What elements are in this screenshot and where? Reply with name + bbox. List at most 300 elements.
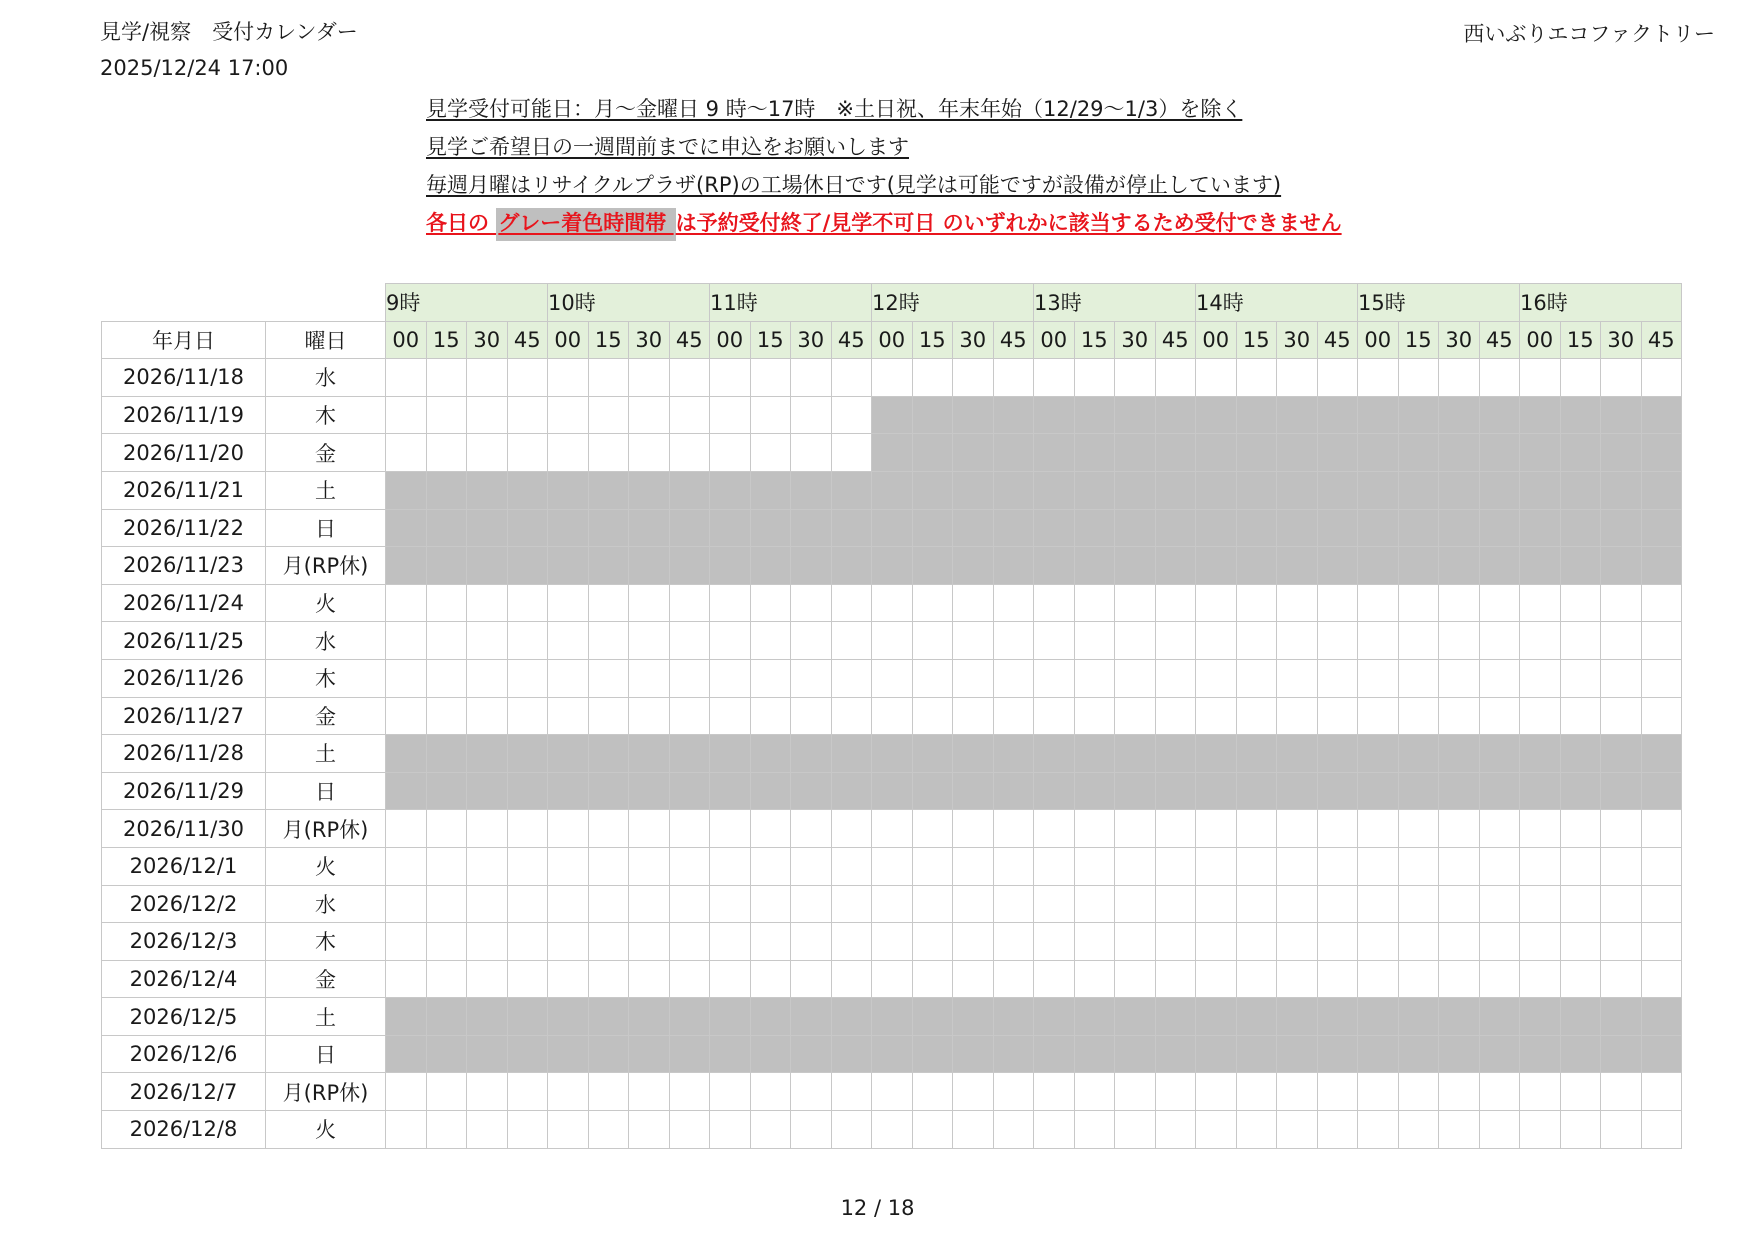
time-slot-open[interactable] — [710, 1111, 751, 1149]
time-slot-open[interactable] — [629, 434, 670, 472]
time-slot-open[interactable] — [1439, 810, 1480, 848]
time-slot-open[interactable] — [669, 434, 710, 472]
time-slot-open[interactable] — [710, 1073, 751, 1111]
time-slot-open[interactable] — [1560, 1073, 1601, 1111]
time-slot-open[interactable] — [1155, 1111, 1196, 1149]
time-slot-open[interactable] — [953, 697, 994, 735]
time-slot-open[interactable] — [386, 1073, 427, 1111]
time-slot-open[interactable] — [1155, 923, 1196, 961]
time-slot-open[interactable] — [1074, 1111, 1115, 1149]
time-slot-open[interactable] — [1520, 885, 1561, 923]
time-slot-open[interactable] — [1196, 359, 1237, 397]
time-slot-open[interactable] — [507, 622, 548, 660]
time-slot-open[interactable] — [1196, 697, 1237, 735]
time-slot-open[interactable] — [993, 584, 1034, 622]
time-slot-open[interactable] — [912, 847, 953, 885]
time-slot-open[interactable] — [1115, 697, 1156, 735]
time-slot-open[interactable] — [1358, 659, 1399, 697]
time-slot-open[interactable] — [467, 359, 508, 397]
time-slot-open[interactable] — [872, 359, 913, 397]
time-slot-open[interactable] — [548, 622, 589, 660]
time-slot-open[interactable] — [669, 810, 710, 848]
time-slot-open[interactable] — [1358, 697, 1399, 735]
time-slot-open[interactable] — [1277, 960, 1318, 998]
time-slot-open[interactable] — [953, 885, 994, 923]
time-slot-open[interactable] — [588, 434, 629, 472]
time-slot-open[interactable] — [791, 659, 832, 697]
time-slot-open[interactable] — [1277, 810, 1318, 848]
time-slot-open[interactable] — [1155, 584, 1196, 622]
time-slot-open[interactable] — [1236, 1073, 1277, 1111]
time-slot-open[interactable] — [1115, 960, 1156, 998]
time-slot-open[interactable] — [1560, 697, 1601, 735]
time-slot-open[interactable] — [426, 434, 467, 472]
time-slot-open[interactable] — [791, 1073, 832, 1111]
time-slot-open[interactable] — [669, 659, 710, 697]
time-slot-open[interactable] — [1236, 923, 1277, 961]
time-slot-open[interactable] — [507, 810, 548, 848]
time-slot-open[interactable] — [1358, 1073, 1399, 1111]
time-slot-open[interactable] — [1398, 659, 1439, 697]
time-slot-open[interactable] — [548, 923, 589, 961]
time-slot-open[interactable] — [1034, 659, 1075, 697]
time-slot-open[interactable] — [1641, 659, 1682, 697]
time-slot-open[interactable] — [791, 885, 832, 923]
time-slot-open[interactable] — [507, 359, 548, 397]
time-slot-open[interactable] — [912, 1111, 953, 1149]
time-slot-open[interactable] — [1601, 923, 1642, 961]
time-slot-open[interactable] — [1439, 697, 1480, 735]
time-slot-open[interactable] — [1236, 847, 1277, 885]
time-slot-open[interactable] — [1601, 960, 1642, 998]
time-slot-open[interactable] — [750, 885, 791, 923]
time-slot-open[interactable] — [1155, 810, 1196, 848]
time-slot-open[interactable] — [467, 885, 508, 923]
time-slot-open[interactable] — [1641, 847, 1682, 885]
time-slot-open[interactable] — [791, 697, 832, 735]
time-slot-open[interactable] — [1155, 885, 1196, 923]
time-slot-open[interactable] — [507, 434, 548, 472]
time-slot-open[interactable] — [1601, 622, 1642, 660]
time-slot-open[interactable] — [710, 847, 751, 885]
time-slot-open[interactable] — [710, 622, 751, 660]
time-slot-open[interactable] — [1601, 847, 1642, 885]
time-slot-open[interactable] — [426, 810, 467, 848]
time-slot-open[interactable] — [1236, 1111, 1277, 1149]
time-slot-open[interactable] — [1074, 659, 1115, 697]
time-slot-open[interactable] — [1236, 659, 1277, 697]
time-slot-open[interactable] — [953, 622, 994, 660]
time-slot-open[interactable] — [1520, 960, 1561, 998]
time-slot-open[interactable] — [831, 697, 872, 735]
time-slot-open[interactable] — [1520, 622, 1561, 660]
time-slot-open[interactable] — [1196, 847, 1237, 885]
time-slot-open[interactable] — [791, 847, 832, 885]
time-slot-open[interactable] — [669, 885, 710, 923]
time-slot-open[interactable] — [426, 697, 467, 735]
time-slot-open[interactable] — [1641, 622, 1682, 660]
time-slot-open[interactable] — [386, 396, 427, 434]
time-slot-open[interactable] — [750, 434, 791, 472]
time-slot-open[interactable] — [1115, 622, 1156, 660]
time-slot-open[interactable] — [1520, 847, 1561, 885]
time-slot-open[interactable] — [831, 810, 872, 848]
time-slot-open[interactable] — [1155, 622, 1196, 660]
time-slot-open[interactable] — [1317, 1111, 1358, 1149]
time-slot-open[interactable] — [750, 960, 791, 998]
time-slot-open[interactable] — [467, 396, 508, 434]
time-slot-open[interactable] — [710, 359, 751, 397]
time-slot-open[interactable] — [912, 584, 953, 622]
time-slot-open[interactable] — [750, 396, 791, 434]
time-slot-open[interactable] — [1439, 659, 1480, 697]
time-slot-open[interactable] — [1479, 847, 1520, 885]
time-slot-open[interactable] — [426, 923, 467, 961]
time-slot-open[interactable] — [1317, 697, 1358, 735]
time-slot-open[interactable] — [588, 697, 629, 735]
time-slot-open[interactable] — [953, 1111, 994, 1149]
time-slot-open[interactable] — [993, 359, 1034, 397]
time-slot-open[interactable] — [1317, 1073, 1358, 1111]
time-slot-open[interactable] — [467, 1073, 508, 1111]
time-slot-open[interactable] — [831, 659, 872, 697]
time-slot-open[interactable] — [467, 1111, 508, 1149]
time-slot-open[interactable] — [426, 960, 467, 998]
time-slot-open[interactable] — [548, 1073, 589, 1111]
time-slot-open[interactable] — [1074, 923, 1115, 961]
time-slot-open[interactable] — [669, 1073, 710, 1111]
time-slot-open[interactable] — [1155, 659, 1196, 697]
time-slot-open[interactable] — [750, 1111, 791, 1149]
time-slot-open[interactable] — [1479, 584, 1520, 622]
time-slot-open[interactable] — [1560, 810, 1601, 848]
time-slot-open[interactable] — [386, 659, 427, 697]
time-slot-open[interactable] — [1115, 584, 1156, 622]
time-slot-open[interactable] — [1439, 923, 1480, 961]
time-slot-open[interactable] — [1520, 359, 1561, 397]
time-slot-open[interactable] — [1358, 622, 1399, 660]
time-slot-open[interactable] — [872, 659, 913, 697]
time-slot-open[interactable] — [1236, 810, 1277, 848]
time-slot-open[interactable] — [1034, 1073, 1075, 1111]
time-slot-open[interactable] — [831, 923, 872, 961]
time-slot-open[interactable] — [710, 960, 751, 998]
time-slot-open[interactable] — [1277, 923, 1318, 961]
time-slot-open[interactable] — [872, 810, 913, 848]
time-slot-open[interactable] — [872, 960, 913, 998]
time-slot-open[interactable] — [1398, 960, 1439, 998]
time-slot-open[interactable] — [1236, 622, 1277, 660]
time-slot-open[interactable] — [831, 885, 872, 923]
time-slot-open[interactable] — [669, 359, 710, 397]
time-slot-open[interactable] — [1560, 659, 1601, 697]
time-slot-open[interactable] — [386, 1111, 427, 1149]
time-slot-open[interactable] — [548, 359, 589, 397]
time-slot-open[interactable] — [953, 923, 994, 961]
time-slot-open[interactable] — [872, 1073, 913, 1111]
time-slot-open[interactable] — [1034, 1111, 1075, 1149]
time-slot-open[interactable] — [1155, 847, 1196, 885]
time-slot-open[interactable] — [1074, 847, 1115, 885]
time-slot-open[interactable] — [1115, 659, 1156, 697]
time-slot-open[interactable] — [1236, 584, 1277, 622]
time-slot-open[interactable] — [629, 697, 670, 735]
time-slot-open[interactable] — [912, 923, 953, 961]
time-slot-open[interactable] — [426, 396, 467, 434]
time-slot-open[interactable] — [1074, 697, 1115, 735]
time-slot-open[interactable] — [1074, 1073, 1115, 1111]
time-slot-open[interactable] — [426, 622, 467, 660]
time-slot-open[interactable] — [1560, 1111, 1601, 1149]
time-slot-open[interactable] — [1601, 584, 1642, 622]
time-slot-open[interactable] — [386, 622, 427, 660]
time-slot-open[interactable] — [1479, 697, 1520, 735]
time-slot-open[interactable] — [791, 810, 832, 848]
time-slot-open[interactable] — [831, 960, 872, 998]
time-slot-open[interactable] — [467, 434, 508, 472]
time-slot-open[interactable] — [1277, 1073, 1318, 1111]
time-slot-open[interactable] — [1560, 885, 1601, 923]
time-slot-open[interactable] — [1398, 810, 1439, 848]
time-slot-open[interactable] — [1196, 1111, 1237, 1149]
time-slot-open[interactable] — [1277, 885, 1318, 923]
time-slot-open[interactable] — [912, 810, 953, 848]
time-slot-open[interactable] — [629, 960, 670, 998]
time-slot-open[interactable] — [1074, 810, 1115, 848]
time-slot-open[interactable] — [1479, 810, 1520, 848]
time-slot-open[interactable] — [1358, 1111, 1399, 1149]
time-slot-open[interactable] — [831, 584, 872, 622]
time-slot-open[interactable] — [1358, 923, 1399, 961]
time-slot-open[interactable] — [1479, 1111, 1520, 1149]
time-slot-open[interactable] — [426, 885, 467, 923]
time-slot-open[interactable] — [1601, 697, 1642, 735]
time-slot-open[interactable] — [1074, 885, 1115, 923]
time-slot-open[interactable] — [1641, 697, 1682, 735]
time-slot-open[interactable] — [1439, 1073, 1480, 1111]
time-slot-open[interactable] — [1236, 885, 1277, 923]
time-slot-open[interactable] — [588, 359, 629, 397]
time-slot-open[interactable] — [548, 697, 589, 735]
time-slot-open[interactable] — [507, 697, 548, 735]
time-slot-open[interactable] — [1439, 584, 1480, 622]
time-slot-open[interactable] — [669, 960, 710, 998]
time-slot-open[interactable] — [1560, 622, 1601, 660]
time-slot-open[interactable] — [1641, 810, 1682, 848]
time-slot-open[interactable] — [791, 359, 832, 397]
time-slot-open[interactable] — [912, 359, 953, 397]
time-slot-open[interactable] — [1398, 1073, 1439, 1111]
time-slot-open[interactable] — [791, 1111, 832, 1149]
time-slot-open[interactable] — [791, 960, 832, 998]
time-slot-open[interactable] — [993, 697, 1034, 735]
time-slot-open[interactable] — [750, 359, 791, 397]
time-slot-open[interactable] — [1277, 359, 1318, 397]
time-slot-open[interactable] — [1439, 960, 1480, 998]
time-slot-open[interactable] — [1196, 622, 1237, 660]
time-slot-open[interactable] — [629, 396, 670, 434]
time-slot-open[interactable] — [629, 1111, 670, 1149]
time-slot-open[interactable] — [467, 960, 508, 998]
time-slot-open[interactable] — [669, 1111, 710, 1149]
time-slot-open[interactable] — [548, 847, 589, 885]
time-slot-open[interactable] — [1398, 622, 1439, 660]
time-slot-open[interactable] — [993, 810, 1034, 848]
time-slot-open[interactable] — [1479, 923, 1520, 961]
time-slot-open[interactable] — [1641, 1073, 1682, 1111]
time-slot-open[interactable] — [1034, 697, 1075, 735]
time-slot-open[interactable] — [1277, 847, 1318, 885]
time-slot-open[interactable] — [629, 885, 670, 923]
time-slot-open[interactable] — [1317, 960, 1358, 998]
time-slot-open[interactable] — [629, 584, 670, 622]
time-slot-open[interactable] — [1074, 622, 1115, 660]
time-slot-open[interactable] — [710, 810, 751, 848]
time-slot-open[interactable] — [548, 960, 589, 998]
time-slot-open[interactable] — [507, 923, 548, 961]
time-slot-open[interactable] — [1520, 810, 1561, 848]
time-slot-open[interactable] — [1115, 885, 1156, 923]
time-slot-open[interactable] — [1560, 847, 1601, 885]
time-slot-open[interactable] — [669, 622, 710, 660]
time-slot-open[interactable] — [548, 659, 589, 697]
time-slot-open[interactable] — [1277, 622, 1318, 660]
time-slot-open[interactable] — [1560, 359, 1601, 397]
time-slot-open[interactable] — [629, 622, 670, 660]
time-slot-open[interactable] — [629, 923, 670, 961]
time-slot-open[interactable] — [1115, 1073, 1156, 1111]
time-slot-open[interactable] — [710, 434, 751, 472]
time-slot-open[interactable] — [548, 584, 589, 622]
time-slot-open[interactable] — [750, 847, 791, 885]
time-slot-open[interactable] — [1236, 359, 1277, 397]
time-slot-open[interactable] — [467, 659, 508, 697]
time-slot-open[interactable] — [1520, 659, 1561, 697]
time-slot-open[interactable] — [467, 622, 508, 660]
time-slot-open[interactable] — [629, 359, 670, 397]
time-slot-open[interactable] — [588, 960, 629, 998]
time-slot-open[interactable] — [993, 847, 1034, 885]
time-slot-open[interactable] — [1317, 584, 1358, 622]
time-slot-open[interactable] — [872, 847, 913, 885]
time-slot-open[interactable] — [507, 659, 548, 697]
time-slot-open[interactable] — [386, 584, 427, 622]
time-slot-open[interactable] — [750, 659, 791, 697]
time-slot-open[interactable] — [710, 885, 751, 923]
time-slot-open[interactable] — [426, 1073, 467, 1111]
time-slot-open[interactable] — [426, 359, 467, 397]
time-slot-open[interactable] — [831, 434, 872, 472]
time-slot-open[interactable] — [1196, 885, 1237, 923]
time-slot-open[interactable] — [953, 960, 994, 998]
time-slot-open[interactable] — [993, 1111, 1034, 1149]
time-slot-open[interactable] — [1155, 1073, 1196, 1111]
time-slot-open[interactable] — [507, 1073, 548, 1111]
time-slot-open[interactable] — [750, 1073, 791, 1111]
time-slot-open[interactable] — [1034, 359, 1075, 397]
time-slot-open[interactable] — [507, 847, 548, 885]
time-slot-open[interactable] — [588, 622, 629, 660]
time-slot-open[interactable] — [912, 1073, 953, 1111]
time-slot-open[interactable] — [1439, 622, 1480, 660]
time-slot-open[interactable] — [1358, 359, 1399, 397]
time-slot-open[interactable] — [1115, 847, 1156, 885]
time-slot-open[interactable] — [426, 584, 467, 622]
time-slot-open[interactable] — [507, 960, 548, 998]
time-slot-open[interactable] — [548, 885, 589, 923]
time-slot-open[interactable] — [993, 659, 1034, 697]
time-slot-open[interactable] — [1601, 1073, 1642, 1111]
time-slot-open[interactable] — [1196, 1073, 1237, 1111]
time-slot-open[interactable] — [1641, 1111, 1682, 1149]
time-slot-open[interactable] — [386, 359, 427, 397]
time-slot-open[interactable] — [588, 1073, 629, 1111]
time-slot-open[interactable] — [710, 584, 751, 622]
time-slot-open[interactable] — [1358, 847, 1399, 885]
time-slot-open[interactable] — [629, 659, 670, 697]
time-slot-open[interactable] — [872, 697, 913, 735]
time-slot-open[interactable] — [993, 885, 1034, 923]
time-slot-open[interactable] — [912, 885, 953, 923]
time-slot-open[interactable] — [1641, 960, 1682, 998]
time-slot-open[interactable] — [1398, 923, 1439, 961]
time-slot-open[interactable] — [1155, 697, 1196, 735]
time-slot-open[interactable] — [1074, 584, 1115, 622]
time-slot-open[interactable] — [1034, 847, 1075, 885]
time-slot-open[interactable] — [1601, 1111, 1642, 1149]
time-slot-open[interactable] — [912, 960, 953, 998]
time-slot-open[interactable] — [953, 584, 994, 622]
time-slot-open[interactable] — [1034, 622, 1075, 660]
time-slot-open[interactable] — [831, 359, 872, 397]
time-slot-open[interactable] — [548, 1111, 589, 1149]
time-slot-open[interactable] — [750, 810, 791, 848]
time-slot-open[interactable] — [1196, 584, 1237, 622]
time-slot-open[interactable] — [1560, 584, 1601, 622]
time-slot-open[interactable] — [588, 847, 629, 885]
time-slot-open[interactable] — [669, 697, 710, 735]
time-slot-open[interactable] — [791, 584, 832, 622]
time-slot-open[interactable] — [872, 584, 913, 622]
time-slot-open[interactable] — [750, 923, 791, 961]
time-slot-open[interactable] — [710, 923, 751, 961]
time-slot-open[interactable] — [426, 1111, 467, 1149]
time-slot-open[interactable] — [1641, 885, 1682, 923]
time-slot-open[interactable] — [1398, 359, 1439, 397]
time-slot-open[interactable] — [1358, 885, 1399, 923]
time-slot-open[interactable] — [1277, 584, 1318, 622]
time-slot-open[interactable] — [1601, 885, 1642, 923]
time-slot-open[interactable] — [1155, 359, 1196, 397]
time-slot-open[interactable] — [507, 396, 548, 434]
time-slot-open[interactable] — [1317, 923, 1358, 961]
time-slot-open[interactable] — [467, 923, 508, 961]
time-slot-open[interactable] — [831, 1073, 872, 1111]
time-slot-open[interactable] — [588, 584, 629, 622]
time-slot-open[interactable] — [1317, 659, 1358, 697]
time-slot-open[interactable] — [1520, 923, 1561, 961]
time-slot-open[interactable] — [872, 622, 913, 660]
time-slot-open[interactable] — [629, 847, 670, 885]
time-slot-open[interactable] — [548, 434, 589, 472]
time-slot-open[interactable] — [710, 659, 751, 697]
time-slot-open[interactable] — [1439, 359, 1480, 397]
time-slot-open[interactable] — [1560, 923, 1601, 961]
time-slot-open[interactable] — [588, 810, 629, 848]
time-slot-open[interactable] — [386, 697, 427, 735]
time-slot-open[interactable] — [1236, 960, 1277, 998]
time-slot-open[interactable] — [1479, 622, 1520, 660]
